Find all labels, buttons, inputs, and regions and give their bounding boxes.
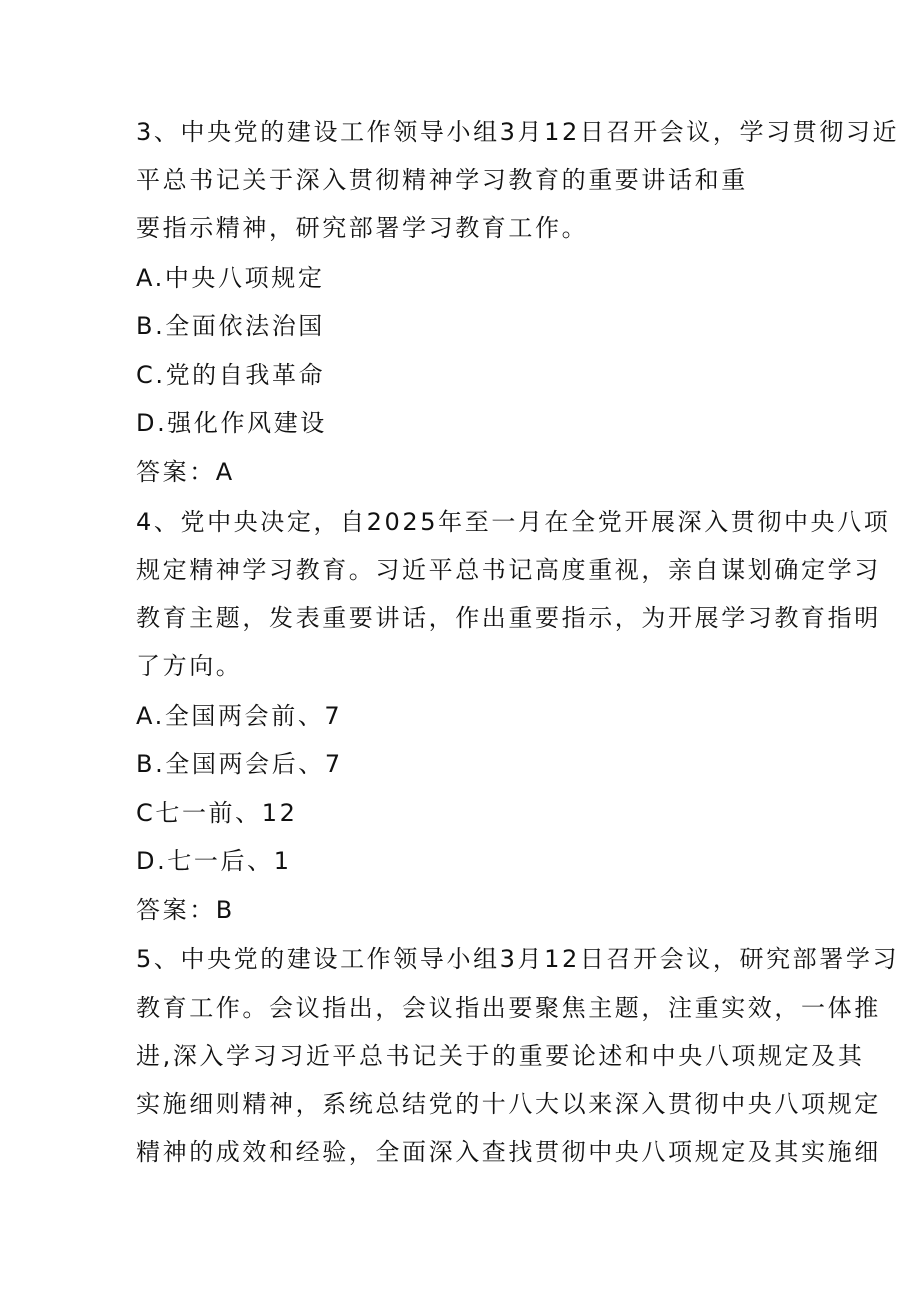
q5-stem-line-4: 实施细则精神，系统总结党的十八大以来深入贯彻中央八项规定	[136, 1090, 881, 1118]
q4-stem-line-1: 4、党中央决定，自2025年至一月在全党开展深入贯彻中央八项	[136, 508, 891, 536]
q4-option-c: C七一前、12	[136, 799, 298, 827]
q5-stem-line-2: 教育工作。会议指出，会议指出要聚焦主题，注重实效，一体推	[136, 994, 881, 1022]
q5-stem-line-5: 精神的成效和经验，全面深入查找贯彻中央八项规定及其实施细	[136, 1138, 881, 1166]
q3-option-c: C.党的自我革命	[136, 361, 326, 389]
q4-answer: 答案：B	[136, 896, 235, 924]
q5-stem-line-1: 5、中央党的建设工作领导小组3月12日召开会议，研究部署学习	[136, 945, 900, 973]
q3-option-a: A.中央八项规定	[136, 264, 325, 292]
q3-stem-line-3: 要指示精神，研究部署学习教育工作。	[136, 214, 589, 242]
q3-stem-line-1: 3、中央党的建设工作领导小组3月12日召开会议，学习贯彻习近	[136, 118, 900, 146]
q4-stem-line-3: 教育主题，发表重要讲话，作出重要指示，为开展学习教育指明	[136, 604, 881, 632]
q4-option-d: D.七一后、1	[136, 847, 292, 875]
q3-stem-line-2: 平总书记关于深入贯彻精神学习教育的重要讲话和重	[136, 166, 748, 194]
q4-stem-line-2: 规定精神学习教育。习近平总书记高度重视，亲自谋划确定学习	[136, 556, 881, 584]
q3-option-b: B.全面依法治国	[136, 312, 325, 340]
q3-option-d: D.强化作风建设	[136, 409, 327, 437]
q5-stem-line-3: 进,深入学习习近平总书记关于的重要论述和中央八项规定及其	[136, 1042, 865, 1070]
q4-stem-line-4: 了方向。	[136, 652, 243, 680]
q4-option-b: B.全国两会后、7	[136, 750, 343, 778]
q4-option-a: A.全国两会前、7	[136, 702, 343, 730]
q3-answer: 答案：A	[136, 458, 235, 486]
